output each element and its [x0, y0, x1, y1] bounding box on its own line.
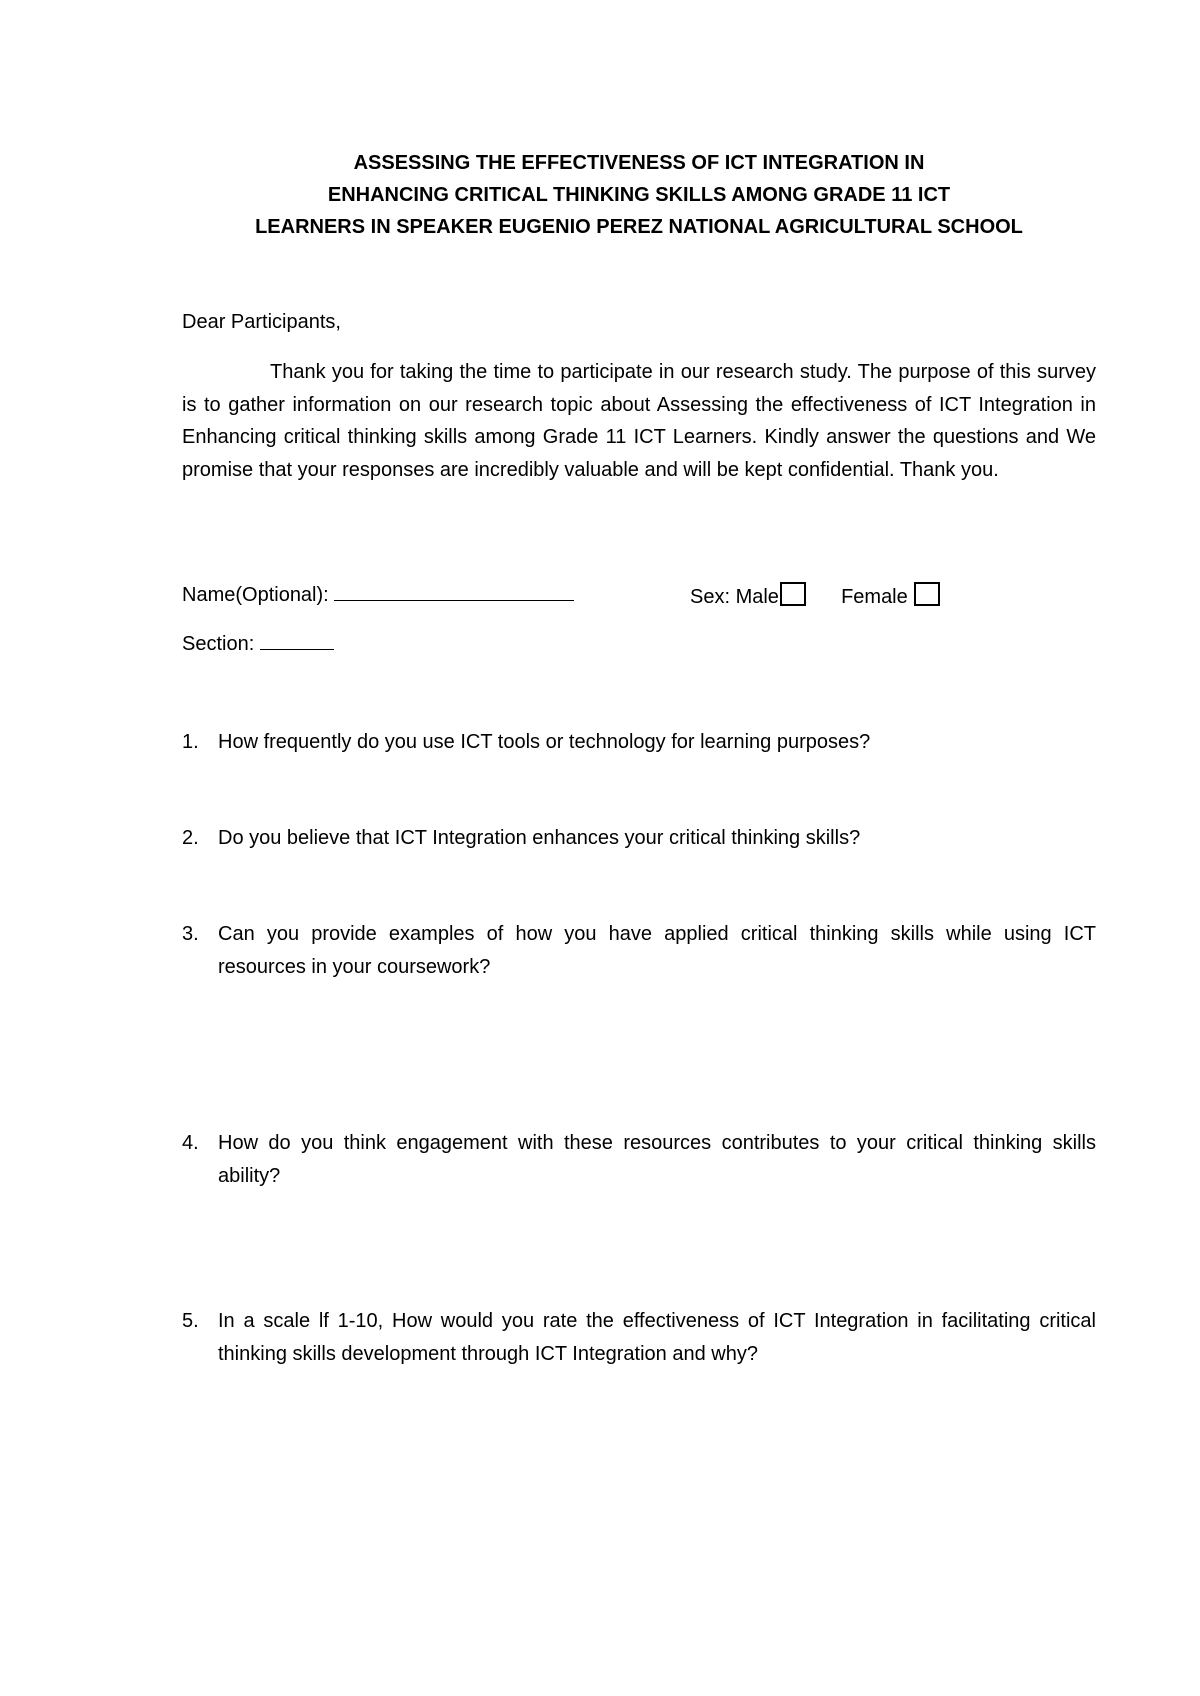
question-3: [182, 918, 1096, 983]
question-number: 4.: [182, 1132, 199, 1154]
question-number: 3.: [182, 923, 199, 945]
question-text: How frequently do you use ICT tools or technology for learning purposes?: [218, 731, 871, 753]
question-text: How do you think engagement with these resources contributes to your critical thinking skills ability?: [218, 1132, 1096, 1187]
question-5: [182, 1305, 1096, 1370]
name-blank[interactable]: [334, 582, 574, 601]
female-label: Female: [841, 586, 908, 608]
question-text: Do you believe that ICT Integration enhances your critical thinking skills?: [218, 827, 861, 849]
question-1: [182, 726, 1096, 759]
question-number: 2.: [182, 827, 199, 849]
female-checkbox[interactable]: [914, 582, 940, 606]
question-text: In a scale lf 1-10, How would you rate the effectiveness of ICT Integration in facilitating critical thinking skills development through ICT Integration and why?: [218, 1310, 1096, 1365]
question-number: 5.: [182, 1310, 199, 1332]
name-label: Name(Optional):: [182, 584, 329, 606]
sex-male-label: Sex: Male: [690, 586, 779, 608]
name-field: [182, 582, 574, 608]
title-line-1: ASSESSING THE EFFECTIVENESS OF ICT INTEGRATION IN: [353, 152, 925, 174]
question-number: 1.: [182, 731, 199, 753]
intro-paragraph: Thank you for taking the time to participate in our research study. The purpose of this survey is to gather information on our research topic about Assessing the effectiveness of ICT Integration in Enhancing critical thinking skills among Grade 11 ICT Learners. Kindly answer the questions and We promise that your responses are incredibly valuable and will be kept confidential. Thank you.: [182, 361, 1096, 481]
male-checkbox[interactable]: [780, 582, 806, 606]
section-blank[interactable]: [260, 631, 334, 650]
title-line-3: LEARNERS IN SPEAKER EUGENIO PEREZ NATIONAL AGRICULTURAL SCHOOL: [255, 216, 1023, 238]
question-4: [182, 1127, 1096, 1192]
sex-field: [690, 582, 940, 610]
question-text: Can you provide examples of how you have applied critical thinking skills while using ICT resources in your coursework?: [218, 923, 1096, 978]
document-title: [0, 147, 1200, 243]
section-label: Section:: [182, 633, 255, 655]
greeting: Dear Participants,: [182, 311, 341, 333]
title-line-2: ENHANCING CRITICAL THINKING SKILLS AMONG GRADE 11 ICT: [327, 184, 951, 206]
section-field: [182, 631, 334, 657]
question-2: [182, 822, 1096, 855]
